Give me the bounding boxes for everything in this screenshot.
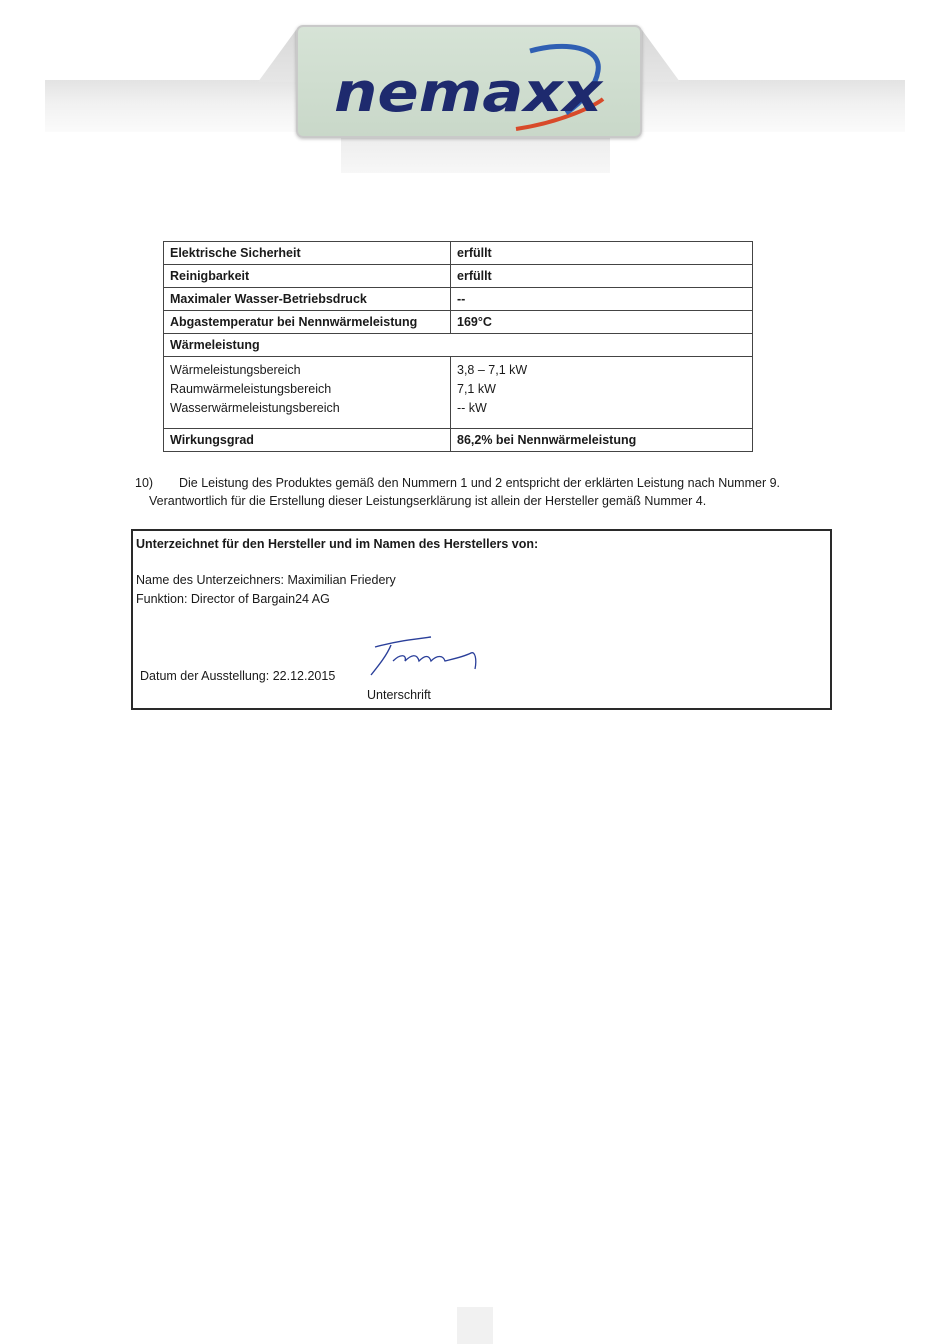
statement-line-2: Verantwortlich für die Erstellung dieser Leistungserklärung ist allein der Hersteller gemäß Nummer 4. (149, 494, 707, 508)
declaration-statement (135, 474, 835, 510)
row-value: erfüllt (451, 265, 753, 288)
row-label: Maximaler Wasser-Betriebsdruck (164, 288, 451, 311)
row-label: Elektrische Sicherheit (164, 242, 451, 265)
signatory-function: Funktion: Director of Bargain24 AG (136, 592, 330, 606)
row-label: Wasserwärmeleistungsbereich (170, 401, 340, 415)
handwritten-signature (367, 631, 487, 681)
signatory-name: Name des Unterzeichners: Maximilian Friedery (136, 573, 396, 587)
row-value: 7,1 kW (457, 382, 496, 396)
logo (298, 27, 644, 140)
row-value: 169°C (451, 311, 753, 334)
statement-text: Die Leistung des Produktes gemäß den Nummern 1 und 2 entspricht der erklärten Leistung nach Nummer 9. (179, 476, 781, 490)
page-footer-tab (457, 1307, 493, 1344)
signature-heading: Unterzeichnet für den Hersteller und im Namen des Herstellers von: (136, 537, 539, 551)
logo-wordmark: nemaxx (334, 61, 605, 124)
row-value: 86,2% bei Nennwärmeleistung (451, 429, 753, 452)
performance-table (163, 241, 753, 452)
section-labels (164, 357, 451, 429)
header-subtab (341, 138, 610, 173)
section-values (451, 357, 753, 429)
row-label: Reinigbarkeit (164, 265, 451, 288)
row-value: -- kW (457, 401, 487, 415)
table-row (164, 265, 753, 288)
row-value: -- (451, 288, 753, 311)
row-label: Wärmeleistungsbereich (170, 363, 301, 377)
table-row (164, 311, 753, 334)
row-value: 3,8 – 7,1 kW (457, 363, 528, 377)
statement-number: 10) (135, 476, 154, 490)
logo-panel (296, 25, 642, 138)
row-value: erfüllt (451, 242, 753, 265)
table-row (164, 242, 753, 265)
table-row (164, 429, 753, 452)
issue-date: Datum der Ausstellung: 22.12.2015 (140, 669, 336, 683)
section-heading-row (164, 334, 753, 357)
table-row (164, 288, 753, 311)
statement-line-1 (135, 474, 835, 492)
section-heading: Wärmeleistung (164, 334, 753, 357)
signature-box (131, 529, 832, 710)
signature-label: Unterschrift (367, 688, 431, 702)
row-label: Abgastemperatur bei Nennwärmeleistung (164, 311, 451, 334)
table-row (164, 357, 753, 429)
row-label: Raumwärmeleistungsbereich (170, 382, 332, 396)
row-label: Wirkungsgrad (164, 429, 451, 452)
